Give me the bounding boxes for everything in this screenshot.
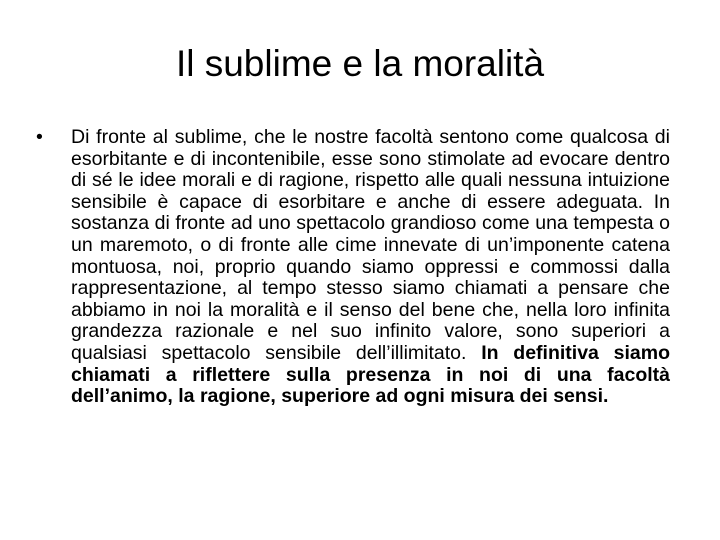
- bullet-bold-conclusion: In definitiva siamo chiamati a riflettere sulla presenza in noi di una facoltà dell’animo, la ragione, superiore ad ogni misura dei sensi.: [71, 341, 670, 408]
- slide-title: Il sublime e la moralità: [175, 43, 545, 84]
- bullet-list: [36, 127, 670, 408]
- bullet-marker: •: [36, 126, 43, 148]
- bullet-text: Di fronte al sublime, che le nostre facoltà sentono come qualcosa di esorbitante e di incontenibile, esse sono stimolate ad evocare dentro di sé le idee morali e di ragione, rispetto alle quali nessuna intuizione sensibile è capace di esorbitare e anche di essere adeguata. In sostanza di fronte ad uno spettacolo grandioso come una tempesta o un maremoto, o di fronte alle cime innevate di un’imponente catena montuosa, noi, proprio quando siamo oppressi e commossi dalla rappresentazione, al tempo stesso siamo chiamati a pensare che abbiamo in noi la moralità e il senso del bene che, nella loro infinita grandezza razionale e nel suo infinito valore, sono superiori a qualsiasi spettacolo sensibile dell’illimitato.: [71, 126, 670, 364]
- bullet-item: [36, 127, 670, 408]
